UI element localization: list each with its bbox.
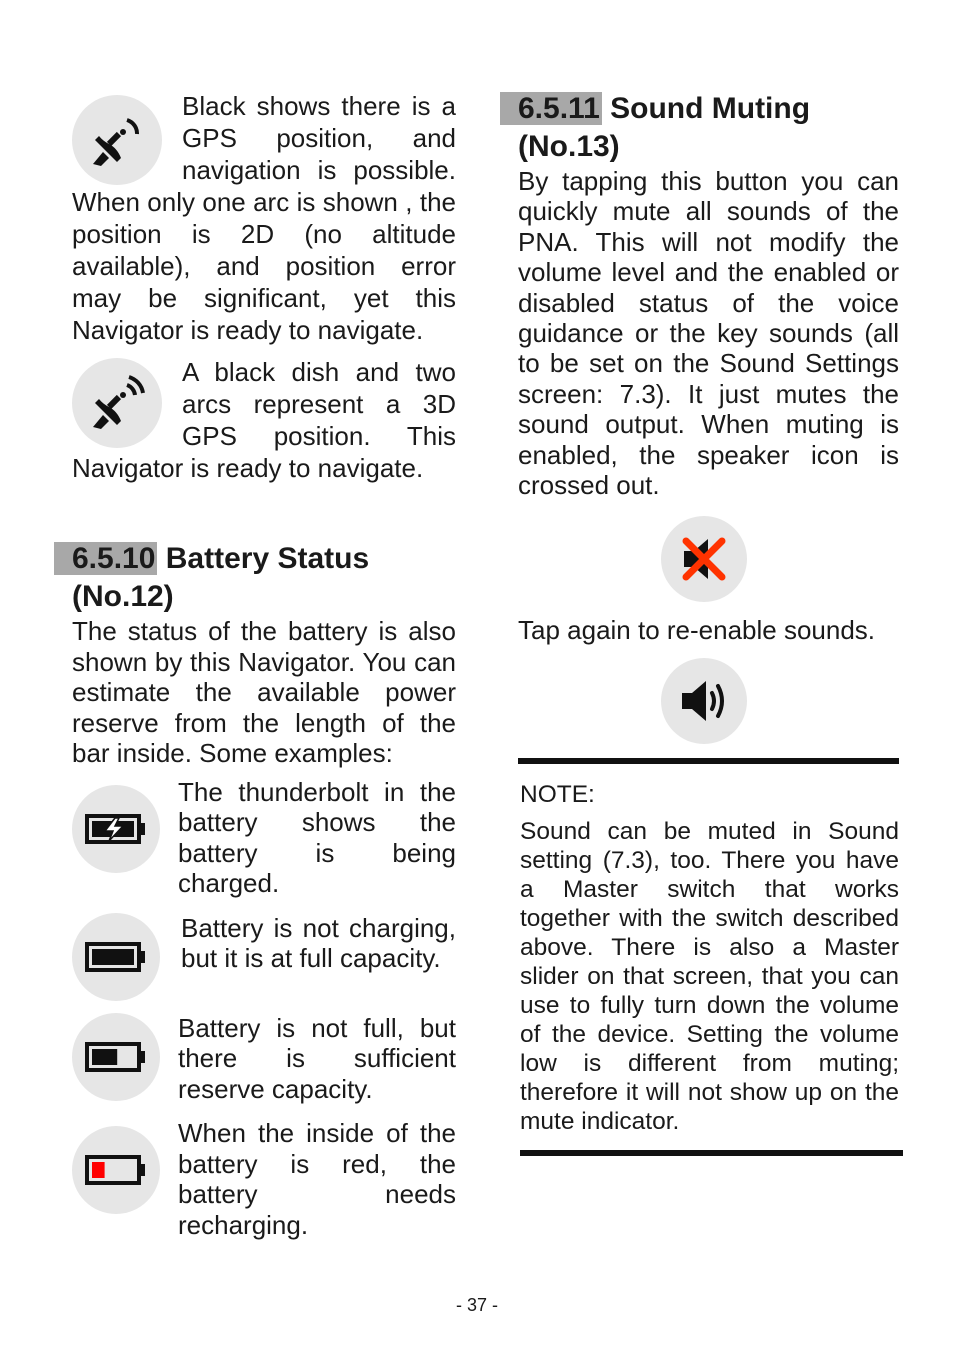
battery-full-icon (72, 913, 160, 1001)
section-title: Battery Status (165, 542, 370, 575)
section-subtitle: (No.13) (518, 130, 620, 163)
left-column (72, 90, 456, 1240)
reenable-text: Tap again to re-enable sounds. (518, 615, 876, 646)
section-heading-sound (518, 90, 899, 128)
note-bottom-rule (520, 1150, 903, 1156)
battery-full-text: Battery is not charging, but it is at full capacity. (181, 912, 456, 973)
battery-item-full (72, 913, 456, 1001)
section-number: 6.5.10 (54, 542, 157, 575)
battery-charging-icon (72, 785, 160, 873)
speaker-on-icon (661, 658, 747, 744)
gps-3d-text: A black dish and two arcs represent a 3D GPS position. This Navigator is ready to navigate. (72, 357, 456, 483)
battery-intro: The status of the battery is also shown by this Navigator. You can estimate the available power reserve from the length of the bar inside. Some examples: (72, 616, 456, 768)
gps-3d-icon (72, 358, 162, 448)
battery-charging-text: The thunderbolt in the battery shows the battery is being charged. (178, 776, 456, 898)
section-heading-battery (72, 540, 456, 578)
battery-item-charging (72, 777, 456, 899)
section-subtitle: (No.12) (72, 580, 174, 613)
gps-3d-block (72, 356, 456, 484)
battery-half-text: Battery is not full, but there is sufficient reserve capacity. (178, 1012, 456, 1104)
section-number: 6.5.11 (500, 92, 602, 125)
speaker-muted-icon (661, 516, 747, 602)
battery-half-icon (72, 1013, 160, 1101)
gps-2d-icon (72, 95, 162, 185)
battery-low-text: When the inside of the battery is red, the battery needs recharging. (178, 1118, 456, 1240)
page-number: - 37 - (455, 1295, 498, 1315)
right-column (518, 90, 899, 1156)
battery-low-icon (72, 1126, 160, 1214)
note-body: Sound can be muted in Sound setting (7.3), too. There you have a Master switch that works together with the switch described above. There is also a Master slider on that screen, that you can use to fully turn down the volume of the device. Setting the volume low is different from muting; therefore it will not show up on the mute indicator. (520, 818, 899, 1136)
battery-item-half (72, 1013, 456, 1105)
section-title: Sound Muting (610, 92, 811, 125)
sound-section (518, 90, 899, 744)
sound-body: By tapping this button you can quickly mute all sounds of the PNA. This will not modify the volume level and the enabled or disabled status of the voice guidance or the key sounds (all to be set on the Sound Settings screen: 7.3). It just mutes the sound output. When muting is enabled, the speaker icon is crossed out. (518, 166, 899, 501)
note-box (518, 758, 899, 1156)
gps-2d-block (72, 90, 456, 346)
battery-item-low (72, 1118, 456, 1240)
note-top-rule (518, 758, 899, 764)
gps-2d-text: Black shows there is a GPS position, and navigation is possible. When only one arc is shown , the position is 2D (no altitude available), and position error may be significant, yet this Navigator is ready to navigate. (72, 91, 456, 345)
battery-section (72, 540, 456, 1240)
note-label: NOTE: (520, 781, 595, 809)
